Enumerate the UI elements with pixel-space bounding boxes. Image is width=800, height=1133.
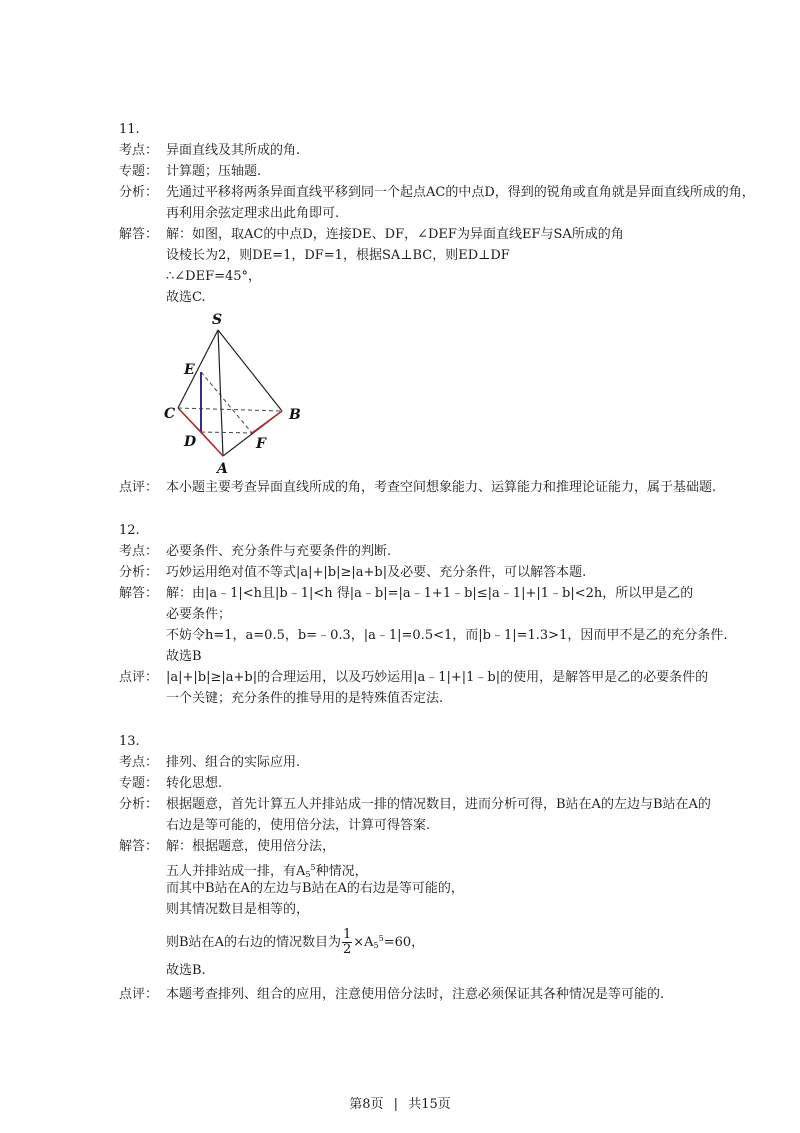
q13-number: 13. (119, 734, 140, 749)
q12-dianping-1: |a|+|b|≥|a+b|的合理运用，以及巧妙运用|a﹣1|+|1﹣b|的使用，是解答甲是乙的必要条件的 (166, 670, 709, 685)
q12-kaodian-label: 考点： (119, 544, 159, 559)
q12-jieda-2: 必要条件； (166, 607, 232, 622)
segment-fb-highlight (252, 411, 282, 433)
q12-dianping-2: 一个关键；充分条件的推导用的是特殊值否定法. (166, 691, 444, 706)
q12-dianping-label: 点评： (119, 670, 159, 685)
label-s: S (212, 312, 223, 328)
segment-da-highlight (201, 432, 223, 456)
q13-jieda-5 (166, 924, 424, 961)
q11-kaodian: 异面直线及其所成的角. (166, 143, 301, 158)
q13-jieda-5c: =60， (383, 935, 425, 950)
edge-cb-hidden (178, 408, 282, 411)
q12-jieda-4: 故选B (166, 649, 202, 664)
label-e: E (184, 362, 195, 378)
q13-jieda-2b: 种情况， (315, 864, 368, 879)
q11-jieda-2: 设棱长为2，则DE=1，DF=1，根据SA⊥BC，则ED⊥DF (166, 248, 510, 263)
q13-fenxi-1: 根据题意，首先计算五人并排站成一排的情况数目，进而分析可得，B站在A的左边与B站在A的 (166, 797, 711, 812)
q12-fenxi-label: 分析： (119, 565, 159, 580)
q13-jieda-2-sup: 5 (310, 863, 316, 872)
q12-jieda-3: 不妨令h=1，a=0.5，b=﹣0.3，|a﹣1|=0.5<1，而|b﹣1|=1.3>1，因而甲不是乙的充分条件. (166, 628, 728, 643)
q13-jieda-5-sup: 5 (378, 934, 384, 943)
q11-dianping: 本小题主要考查异面直线所成的角，考查空间想象能力、运算能力和推理论证能力，属于基础题. (166, 480, 717, 495)
segment-cd-highlight (180, 410, 201, 432)
q11-jieda-1: 解：如图，取AC的中点D，连接DE、DF，∠DEF为异面直线EF与SA所成的角 (166, 227, 624, 242)
label-a: A (217, 461, 228, 476)
q13-jieda-5b: ×A (353, 935, 374, 950)
q11-jieda-4: 故选C. (166, 290, 206, 305)
page-footer (0, 1093, 800, 1112)
q13-jieda-1: 解：根据题意，使用倍分法， (166, 839, 336, 854)
q13-kaodian: 排列、组合的实际应用. (166, 755, 301, 770)
q13-jieda-5a: 则B站在A的右边的情况数目为 (166, 935, 341, 950)
q12-jieda-label: 解答： (119, 586, 159, 601)
q13-jieda-5-sub: 5 (373, 941, 379, 950)
tetrahedron-figure (160, 308, 320, 476)
q12-fenxi: 巧妙运用绝对值不等式|a|+|b|≥|a+b|及必要、充分条件，可以解答本题. (166, 565, 587, 580)
q11-number: 11. (119, 122, 140, 137)
q12-kaodian: 必要条件、充分条件与充要条件的判断. (166, 544, 392, 559)
q11-zhuanti: 计算题；压轴题. (166, 164, 262, 179)
q12-jieda-1: 解：由|a﹣1|<h且|b﹣1|<h 得|a﹣b|=|a﹣1+1﹣b|≤|a﹣1|+|1﹣b|<2h，所以甲是乙的 (166, 586, 694, 601)
label-d: D (184, 434, 197, 450)
q13-dianping: 本题考查排列、组合的应用，注意使用倍分法时，注意必须保证其各种情况是等可能的. (166, 987, 665, 1002)
segment-df (201, 432, 252, 433)
q13-fenxi-label: 分析： (119, 797, 159, 812)
footer-separator: | (393, 1097, 399, 1112)
fraction-one-half (342, 928, 352, 957)
q13-fenxi-2: 右边是等可能的，使用倍分法，计算可得答案. (166, 818, 431, 833)
q13-dianping-label: 点评： (119, 987, 159, 1002)
q11-fenxi-2: 再利用余弦定理求出此角即可. (166, 206, 340, 221)
fraction-denominator: 2 (342, 942, 352, 957)
page-number: 第8页 (349, 1097, 384, 1112)
edge-sb (218, 330, 282, 411)
label-b: B (289, 407, 301, 423)
label-f: F (256, 436, 266, 452)
q11-fenxi-label: 分析： (119, 185, 159, 200)
q13-zhuanti: 转化思想. (166, 776, 223, 791)
q13-jieda-label: 解答： (119, 839, 159, 854)
q11-dianping-label: 点评： (119, 480, 159, 495)
q13-jieda-3: 而其中B站在A的左边与B站在A的右边是等可能的， (166, 881, 464, 896)
q13-jieda-4: 则其情况数目是相等的， (166, 902, 310, 917)
q11-kaodian-label: 考点： (119, 143, 159, 158)
segment-ef (201, 372, 252, 433)
q13-zhuanti-label: 专题： (119, 776, 159, 791)
q11-jieda-3: ∴∠DEF=45°， (166, 269, 262, 284)
q13-jieda-2-sub: 5 (305, 870, 311, 879)
label-c: C (164, 406, 176, 422)
edge-sa (218, 330, 223, 456)
q13-kaodian-label: 考点： (119, 755, 159, 770)
q11-jieda-label: 解答： (119, 227, 159, 242)
page-total: 共15页 (408, 1097, 451, 1112)
q12-number: 12. (119, 523, 140, 538)
q13-jieda-2a: 五人并排站成一排，有A (166, 864, 306, 879)
q13-jieda-6: 故选B. (166, 963, 206, 978)
q11-zhuanti-label: 专题： (119, 164, 159, 179)
fraction-numerator: 1 (342, 927, 352, 942)
q11-fenxi-1: 先通过平移将两条异面直线平移到同一个起点AC的中点D，得到的锐角或直角就是异面直线所成的角， (166, 185, 755, 200)
